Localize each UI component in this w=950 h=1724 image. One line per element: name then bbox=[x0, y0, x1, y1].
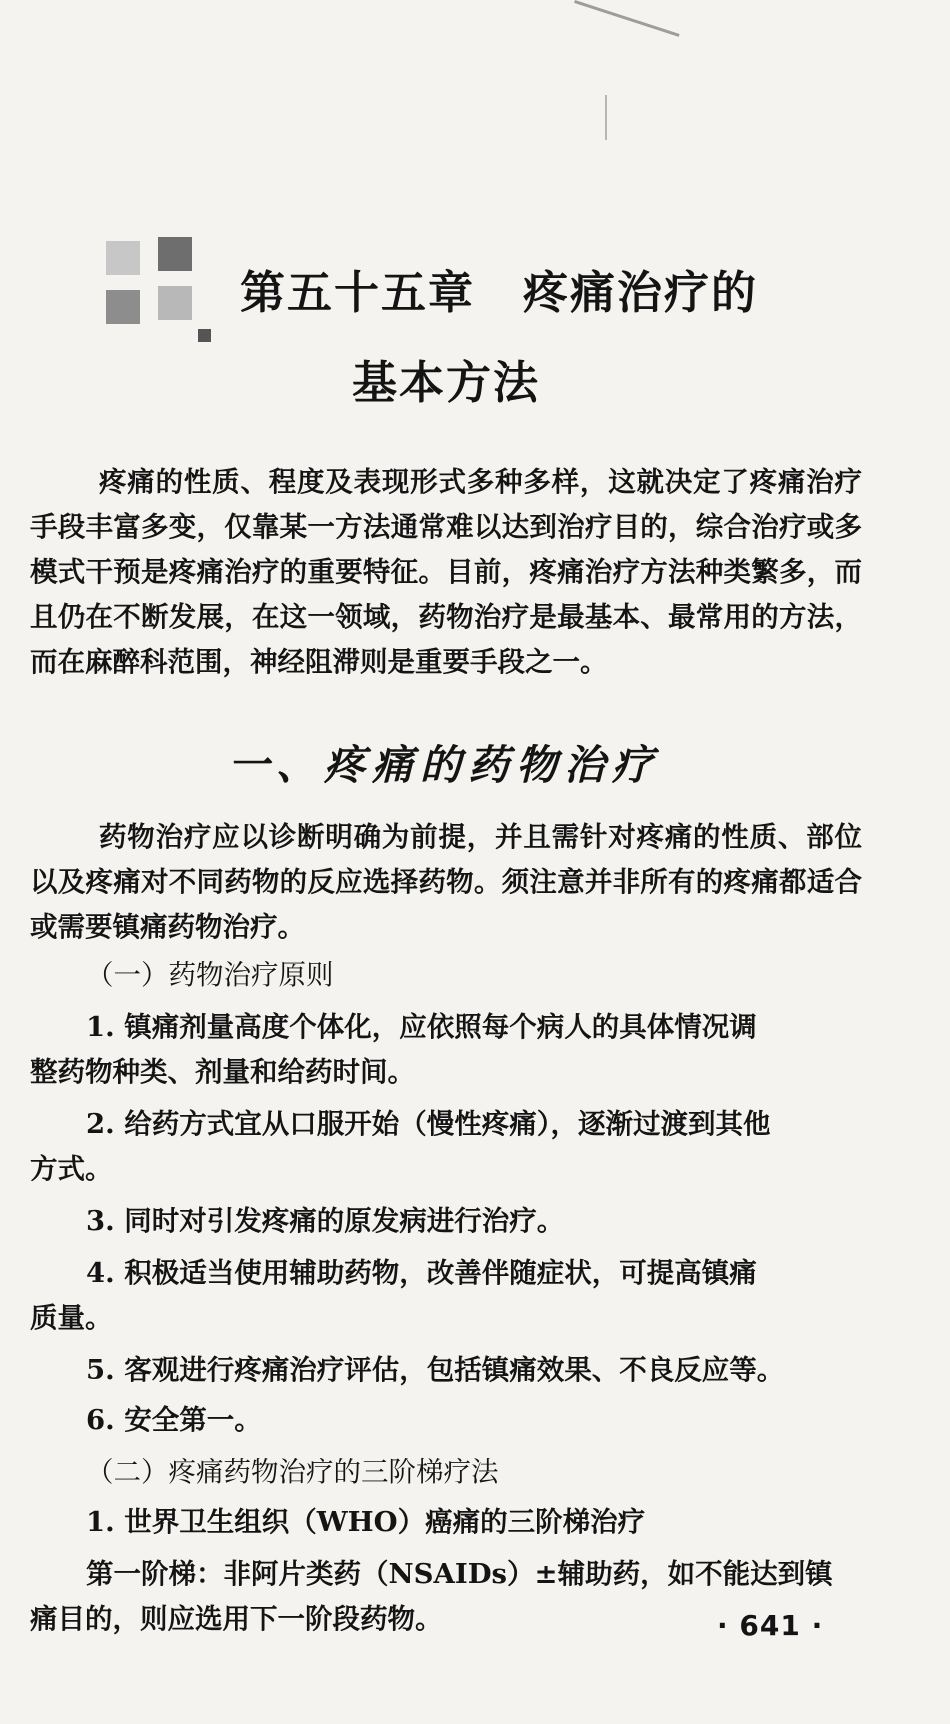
page-number: · 641 · bbox=[717, 1609, 824, 1642]
principle-2-line2: 方式。 bbox=[30, 1153, 113, 1185]
principle-1-line2: 整药物种类、剂量和给药时间。 bbox=[30, 1056, 415, 1088]
decor-square bbox=[106, 290, 140, 324]
intro-paragraph: 疼痛的性质、程度及表现形式多种多样，这就决定了疼痛治疗手段丰富多变，仅靠某一方法通常难以达到治疗目的，综合治疗或多模式干预是疼痛治疗的重要特征。目前，疼痛治疗方法种类繁多，而且仍在不断发展，在这一领域，药物治疗是最基本、最常用的方法，而在麻醉科范围，神经阻滞则是重要手段之一。 bbox=[30, 466, 862, 678]
principle-1-line1: 1. 镇痛剂量高度个体化，应依照每个病人的具体情况调 bbox=[86, 1011, 757, 1043]
who-heading: 1. 世界卫生组织（WHO）癌痛的三阶梯治疗 bbox=[86, 1506, 646, 1538]
decor-square bbox=[198, 329, 211, 342]
chapter-decoration bbox=[106, 237, 216, 347]
scan-artifact bbox=[566, 0, 680, 62]
step1-line2: 痛目的，则应选用下一阶段药物。 bbox=[30, 1603, 443, 1635]
principle-5: 5. 客观进行疼痛治疗评估，包括镇痛效果、不良反应等。 bbox=[86, 1354, 785, 1386]
section-title: 一、疼痛的药物治疗 bbox=[228, 741, 660, 789]
decor-square bbox=[106, 241, 140, 275]
subsection-three-step: （二）疼痛药物治疗的三阶梯疗法 bbox=[86, 1456, 499, 1488]
decor-square bbox=[158, 286, 192, 320]
principle-6: 6. 安全第一。 bbox=[86, 1404, 262, 1436]
principle-4-line1: 4. 积极适当使用辅助药物，改善伴随症状，可提高镇痛 bbox=[86, 1257, 757, 1289]
step1-line1: 第一阶梯：非阿片类药（NSAIDs）±辅助药，如不能达到镇 bbox=[86, 1558, 833, 1590]
drug-therapy-paragraph: 药物治疗应以诊断明确为前提，并且需针对疼痛的性质、部位以及疼痛对不同药物的反应选择药物。须注意并非所有的疼痛都适合或需要镇痛药物治疗。 bbox=[30, 821, 862, 943]
principle-3: 3. 同时对引发疼痛的原发病进行治疗。 bbox=[86, 1205, 565, 1237]
subsection-principles: （一）药物治疗原则 bbox=[86, 959, 334, 991]
decor-square bbox=[158, 237, 192, 271]
chapter-number: 第五十五章 bbox=[240, 266, 476, 319]
principle-4-line2: 质量。 bbox=[30, 1302, 113, 1334]
chapter-title-line2: 基本方法 bbox=[352, 356, 541, 409]
principle-2-line1: 2. 给药方式宜从口服开始（慢性疼痛），逐渐过渡到其他 bbox=[86, 1108, 771, 1140]
scan-artifact-line bbox=[605, 95, 607, 140]
chapter-title bbox=[240, 266, 860, 319]
chapter-title-line1: 疼痛治疗的 bbox=[523, 266, 759, 319]
